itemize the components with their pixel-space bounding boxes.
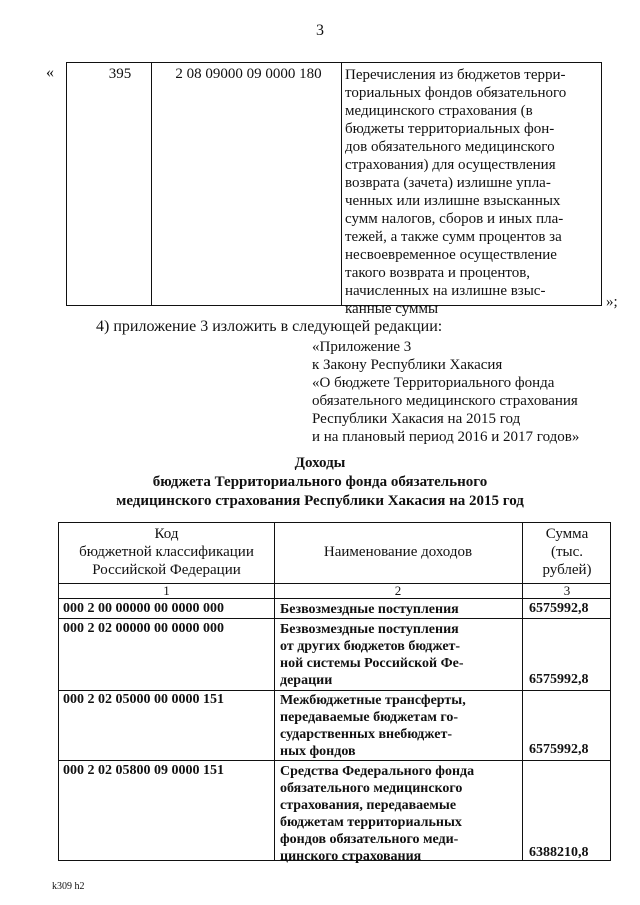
continuation-code-budget: 2 08 09000 09 0000 180 <box>175 66 322 82</box>
column-number: 2 <box>394 583 402 598</box>
amendment-item: 4) приложение 3 изложить в следующей редакции: <box>96 318 443 335</box>
row-name: Безвозмездные поступления от других бюджетов бюджет- ной системы Российской Фе- дерации <box>280 622 464 688</box>
page-number: 3 <box>316 22 324 39</box>
header-name: Наименование доходов <box>323 544 473 560</box>
opening-quote: « <box>46 64 54 81</box>
income-table <box>58 522 611 864</box>
header-amount: Сумма (тыс. рублей) <box>542 526 592 578</box>
row-code: 000 2 02 00000 00 0000 000 <box>63 621 224 636</box>
row-name: Средства Федерального фонда обязательного медицинского страхования, передаваемые бюджетам территориальных фондов обязательного меди- цинского страхования <box>280 764 475 864</box>
header-code: Код бюджетной классификации Российской Федерации <box>79 526 254 578</box>
appendix-header: «Приложение 3 к Закону Республики Хакасия «О бюджете Территориального фонда обязательного медицинского страхования Республики Хакасия на 2015 год и на плановый период 2016 и 2017 годов» <box>312 339 580 445</box>
continuation-code-main: 395 <box>108 66 132 82</box>
row-amount: 6575992,8 <box>529 742 589 757</box>
row-amount: 6388210,8 <box>529 845 589 860</box>
column-number: 3 <box>563 583 571 598</box>
document-title: Доходы бюджета Территориального фонда обязательного медицинского страхования Республики Хакасия на 2015 год <box>116 455 524 509</box>
row-name: Межбюджетные трансферты, передаваемые бюджетам го- сударственных внебюджет- ных фондов <box>280 693 466 759</box>
row-code: 000 2 02 05800 09 0000 151 <box>63 763 224 778</box>
continuation-description: Перечисления из бюджетов терри- ториальных фондов обязательного медицинского страхования (в бюджеты территориальных фон- дов обязательного медицинского страхования) для осуществления возврата (зачета) излишне упла- ченных или излишне взысканных сумм налогов, сборов и иных пла- тежей, а также сумм процентов за несвоевременное осуществление такого возврата и процентов, начисленных на излишне взыс- канные суммы <box>345 67 567 317</box>
row-code: 000 2 00 00000 00 0000 000 <box>63 601 224 616</box>
row-amount: 6575992,8 <box>529 672 589 687</box>
closing-quote: »; <box>606 294 618 310</box>
row-name: Безвозмездные поступления <box>280 602 459 617</box>
footer-code: k309 h2 <box>52 881 85 892</box>
row-amount: 6575992,8 <box>529 601 589 616</box>
column-number: 1 <box>163 583 170 598</box>
row-code: 000 2 02 05000 00 0000 151 <box>63 692 224 707</box>
